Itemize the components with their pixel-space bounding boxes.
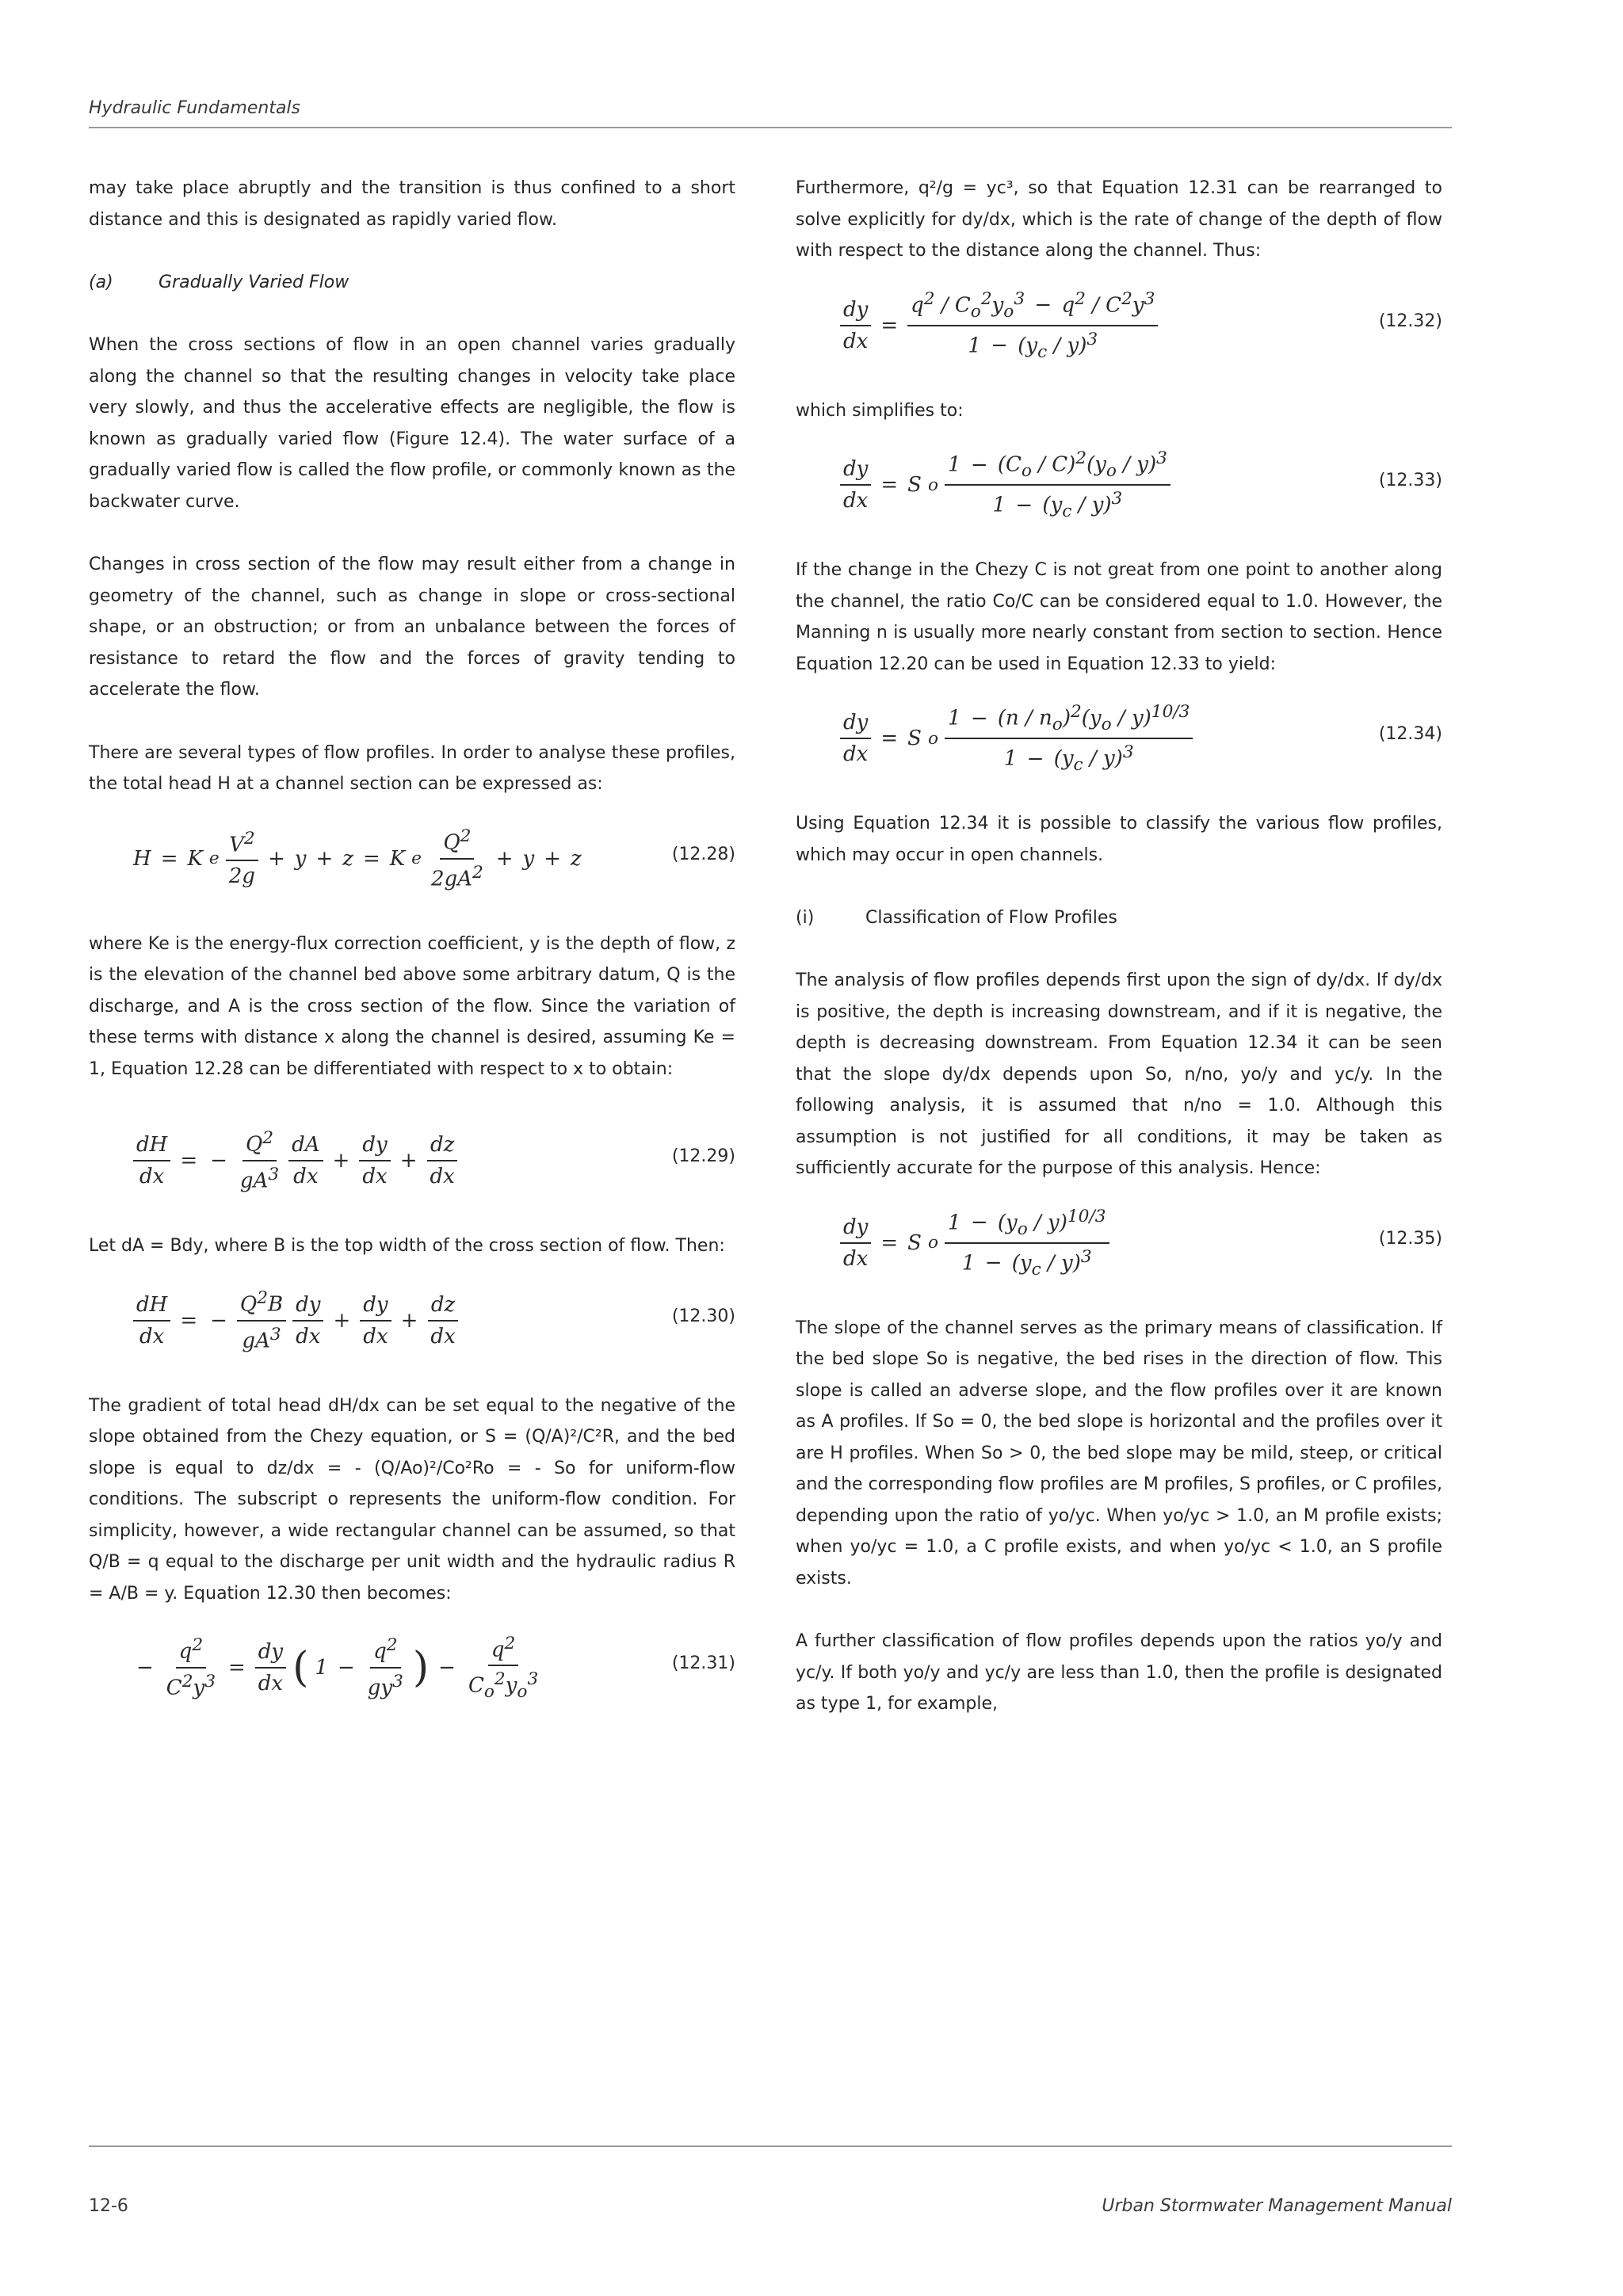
subsection-label: (a) [89,273,113,292]
equation-formula: $\frac{dH}{dx}$ = − $\frac{Q^2}{gA^3}$ $\frac{dA}{dx}$ + $\frac{dy}{dx}$ + $\frac{dz}{dx}$ [133,1121,458,1200]
equation-number: (12.35) [1378,1228,1442,1249]
paragraph: The slope of the channel serves as the primary means of classification. If the bed slope So is negative, the bed rises in the direction of flow. This slope is called an adverse slope, and the flow profiles over it are known as A profiles. If So = 0, the bed slope is horizontal and the profiles over it are H profiles. When So > 0, the bed slope may be mild, steep, or critical and the corresponding flow profiles are M profiles, S profiles, or C profiles, depending upon the ratio of yo/yc. When yo/yc > 1.0, an M profile exists; when yo/yc = 1.0, a C profile exists, and when yo/yc < 1.0, an S profile exists. [796,1318,1442,1589]
paragraph: Changes in cross section of the flow may result either from a change in geometry of the channel, such as change in slope or cross-sectional shape, or an obstruction; or from an unbalance between the forces of resistance to retard the flow and the forces of gravity tending to accelerate the flow. [89,555,735,700]
right-column [796,173,1442,1752]
subsection-title: Classification of Flow Profiles [865,908,1117,928]
equation-number: (12.32) [1378,311,1442,331]
paragraph: Furthermore, q²/g = yc³, so that Equation 12.31 can be rearranged to solve explicitly for dy/dx, which is the rate of change of the depth of flow with respect to the distance along the channel. Thus: [796,178,1442,261]
paragraph: When the cross sections of flow in an open channel varies gradually along the channel so that the resulting changes in velocity take place very slowly, and thus the accelerative effects are negligible, the flow is known as gradually varied flow (Figure 12.4). The water surface of a gradually varied flow is called the flow profile, or commonly known as the backwater curve. [89,335,735,512]
footer-rule [89,2145,1452,2147]
equation-12-28 [89,814,735,902]
equation-formula: H = K e $\frac{V^2}{2g}$ + y + z = K e $\frac{Q^2}{2gA^2}$ + y + z [133,826,582,891]
equation-12-34 [796,694,1442,781]
paragraph: may take place abruptly and the transition is thus confined to a short distance and this is designated as rapidly varied flow. [89,178,735,230]
paragraph: Using Equation 12.34 it is possible to classify the various flow profiles, which may occur in open channels. [796,814,1442,865]
equation-12-32 [796,281,1442,368]
header-rule [89,127,1452,128]
equation-formula: $\frac{dy}{dx}$ = S o $\frac{1 - (n / n_o)^2(y_o / y)^{10/3}}{1 - (y_c / y)^3}$ [840,699,1193,778]
equation-12-35 [796,1199,1442,1286]
subsection-heading [796,902,1442,933]
paragraph: where Ke is the energy-flux correction coefficient, y is the depth of flow, z is the elevation of the channel bed above some arbitrary datum, Q is the discharge, and A is the cross section of the flow. Since the variation of these terms with distance x along the channel is desired, assuming Ke = 1, Equation 12.28 can be differentiated with respect to x to obtain: [89,933,735,1079]
subsection-label: (i) [796,908,815,928]
paragraph: The analysis of flow profiles depends first upon the sign of dy/dx. If dy/dx is positive, the depth is increasing downstream, and if it is negative, the depth is decreasing downstream. From Equation 12.34 it can be seen that the slope dy/dx depends upon So, n/no, yo/y and yc/y. In the following analysis, it is assumed that n/no = 1.0. Although this assumption is not justified for all conditions, it may be taken as sufficiently accurate for the purpose of this analysis. Hence: [796,971,1442,1178]
left-column [89,173,735,1737]
paragraph: Let dA = Bdy, where B is the top width of the cross section of flow. Then: [89,1236,725,1256]
equation-number: (12.28) [671,844,735,864]
equation-number: (12.33) [1378,471,1442,490]
equation-formula: $\frac{dy}{dx}$ = $\frac{q^2 / C_o^2y_o^3 - q^2 / C^2y^3}{1 - (y_c / y)^3}$ [840,286,1158,365]
subsection-title: Gradually Varied Flow [158,273,349,292]
equation-formula: − $\frac{q^2}{C^2y^3}$ = $\frac{dy}{dx}$ ( 1 − $\frac{q^2}{gy^3}$ ) − $\frac{q^2}{C_o^2y_o^3}$ [136,1633,539,1703]
equation-number: (12.29) [671,1146,735,1166]
equation-number: (12.30) [671,1306,735,1326]
equation-formula: $\frac{dy}{dx}$ = S o $\frac{1 - (C_o / C)^2(y_o / y)^3}{1 - (y_c / y)^3}$ [840,445,1170,524]
paragraph: A further classification of flow profiles depends upon the ratios yo/y and yc/y. If both yo/y and yc/y are less than 1.0, then the profile is designated as type 1, for example, [796,1631,1442,1714]
equation-formula: $\frac{dH}{dx}$ = − $\frac{Q^2B}{gA^3}$ $\frac{dy}{dx}$ + $\frac{dy}{dx}$ + $\frac{dz}{dx}$ [133,1281,459,1360]
subsection-heading [89,267,735,298]
paragraph: The gradient of total head dH/dx can be set equal to the negative of the slope obtained from the Chezy equation, or S = (Q/A)²/C²R, and the bed slope is equal to dz/dx = - (Q/Ao)²/Co²Ro = - So for uniform-flow conditions. The subscript o represents the uniform-flow condition. For simplicity, however, a wide rectangular channel can be assumed, so that Q/B = q equal to the discharge per unit width and the hydraulic radius R = A/B = y. Equation 12.30 then becomes: [89,1395,735,1604]
equation-number: (12.31) [671,1653,735,1673]
page-number: 12-6 [89,2196,128,2216]
equation-12-30 [89,1276,735,1363]
running-footer: Urban Stormwater Management Manual [1102,2196,1452,2216]
equation-12-29 [89,1116,735,1203]
equation-number: (12.34) [1378,724,1442,744]
equation-12-33 [796,441,1442,528]
paragraph: There are several types of flow profiles. In order to analyse these profiles, the total head H at a channel section can be expressed as: [89,742,735,794]
equation-formula: $\frac{dy}{dx}$ = S o $\frac{1 - (y_o / y)^{10/3}}{1 - (y_c / y)^3}$ [840,1203,1109,1283]
equation-12-31 [89,1623,735,1711]
running-header: Hydraulic Fundamentals [89,98,300,118]
paragraph: If the change in the Chezy C is not great from one point to another along the channel, the ratio Co/C can be considered equal to 1.0. However, the Manning n is usually more nearly constant from section to section. Hence Equation 12.20 can be used in Equation 12.33 to yield: [796,560,1442,674]
paragraph: which simplifies to: [796,400,964,421]
